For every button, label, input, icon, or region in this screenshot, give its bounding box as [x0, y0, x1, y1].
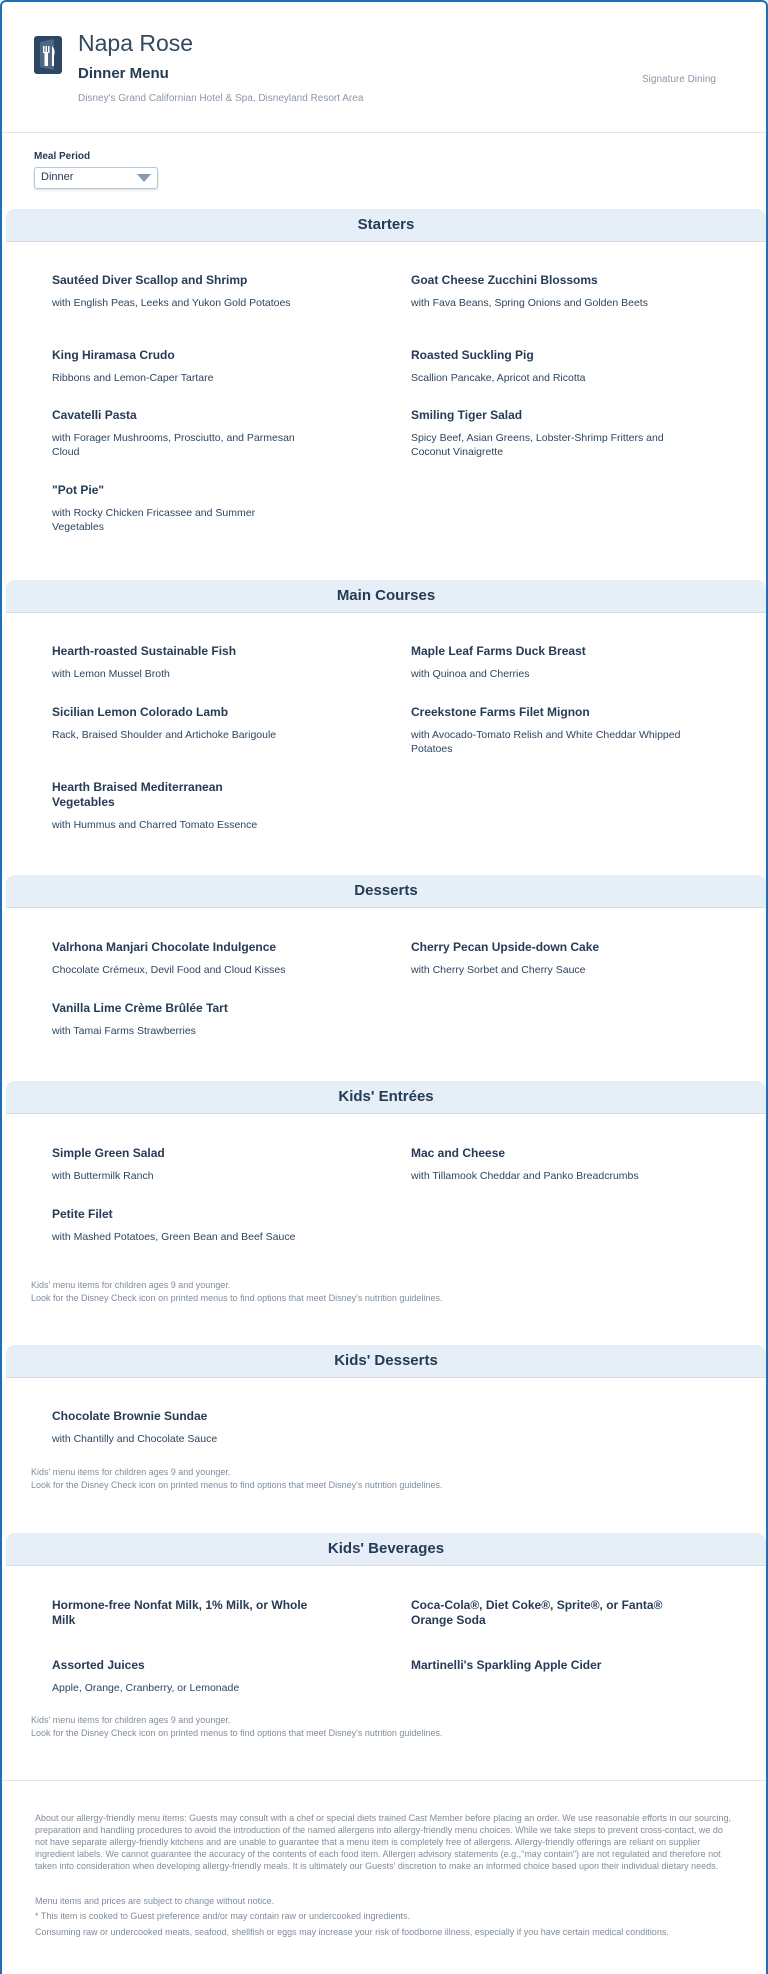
menu-item-description: with Lemon Mussel Broth [52, 668, 170, 680]
menu-item [52, 1207, 302, 1244]
disney-check-note: Look for the Disney Check icon on printed menus to find options that meet Disney's nutrition guidelines. [31, 1293, 443, 1303]
menu-item-description: Ribbons and Lemon-Caper Tartare [52, 372, 214, 384]
menu-item-name: Martinelli's Sparkling Apple Cider [411, 1658, 602, 1672]
menu-item-name: Vanilla Lime Crème Brûlée Tart [52, 1001, 228, 1015]
menu-item-name: Hearth Braised Mediterranean Vegetables [52, 780, 223, 809]
section-desserts [6, 875, 766, 908]
disney-check-note: Look for the Disney Check icon on printed menus to find options that meet Disney's nutrition guidelines. [31, 1480, 443, 1490]
restaurant-header [2, 2, 766, 133]
menu-item [411, 348, 661, 385]
menu-item-name: Creekstone Farms Filet Mignon [411, 705, 590, 719]
section-title: Kids' Entrées [6, 1081, 766, 1113]
meal-period-select[interactable] [34, 167, 158, 189]
menu-item-description: with Fava Beans, Spring Onions and Golden Beets [411, 297, 648, 309]
section-kids-beverages [6, 1533, 766, 1566]
menu-item [52, 408, 302, 459]
kids-age-note: Kids' menu items for children ages 9 and younger. [31, 1715, 231, 1725]
menu-item [411, 644, 661, 681]
menu-item [52, 483, 302, 534]
section-main-courses [6, 580, 766, 613]
menu-item-description: with Avocado-Tomato Relish and White Cheddar Whipped Potatoes [411, 729, 681, 755]
menu-item-description: Chocolate Crémeux, Devil Food and Cloud Kisses [52, 964, 286, 976]
menu-item-name: Roasted Suckling Pig [411, 348, 534, 362]
section-kids-entrees [6, 1081, 766, 1114]
menu-item-description: Spicy Beef, Asian Greens, Lobster-Shrimp Fritters and Coconut Vinaigrette [411, 432, 664, 458]
menu-item [52, 780, 282, 832]
kids-menu-note [31, 1279, 442, 1305]
menu-item-name: Chocolate Brownie Sundae [52, 1409, 208, 1423]
chevron-down-icon [137, 174, 151, 182]
menu-item-name: Mac and Cheese [411, 1146, 506, 1160]
section-title: Kids' Desserts [6, 1345, 766, 1377]
menu-item-name: Petite Filet [52, 1207, 113, 1221]
cooking-disclaimer: * This item is cooked to Guest preference and/or may contain raw or undercooked ingredients. [35, 1911, 411, 1921]
section-title: Starters [6, 209, 766, 241]
restaurant-location: Disney's Grand Californian Hotel & Spa, Disneyland Resort Area [78, 93, 364, 104]
menu-item-description: Apple, Orange, Cranberry, or Lemonade [52, 1682, 240, 1694]
menu-item-description: with Forager Mushrooms, Prosciutto, and Parmesan Cloud [52, 432, 295, 458]
menu-item [411, 1146, 691, 1183]
menu-item-description: with Hummus and Charred Tomato Essence [52, 819, 258, 831]
menu-item-description: with Mashed Potatoes, Green Bean and Beef Sauce [52, 1231, 296, 1243]
menu-item-name: Valrhona Manjari Chocolate Indulgence [52, 940, 277, 954]
menu-item [411, 1598, 671, 1628]
menu-item [52, 273, 302, 310]
menu-item [52, 644, 302, 681]
menu-item [52, 1658, 302, 1695]
menu-item-name: Goat Cheese Zucchini Blossoms [411, 273, 598, 287]
menu-item [52, 1409, 302, 1446]
menu-item-description: with Tillamook Cheddar and Panko Breadcrumbs [411, 1170, 639, 1182]
meal-period-selected-value: Dinner [41, 171, 74, 183]
kids-age-note: Kids' menu items for children ages 9 and younger. [31, 1280, 231, 1290]
menu-item-name: King Hiramasa Crudo [52, 348, 175, 362]
allergy-disclaimer: About our allergy-friendly menu items: Guests may consult with a chef or special diets trained Cast Member before placing an order. We use reasonable efforts in our sourcing, preparation and handling procedures to avoid the introduction of the named allergens into allergy-friendly menu choices. While we take steps to prevent cross-contact, we do not have separate allergy-friendly kitchens and are unable to guarantee that a menu item is completely free of allergens. Allergy-friendly offerings are reliant on supplier ingredient labels. We cannot guarantee the accuracy of the contents of each food item. Allergen advisory statements (e.g.,"may contain") are not regulated and therefore not taken into consideration when developing allergy-friendly meals. It is ultimately our Guests' discretion to make an informed choice based upon their individual dietary needs. [35, 1813, 732, 1871]
restaurant-name: Napa Rose [78, 30, 194, 56]
menu-item [52, 940, 342, 977]
menu-item-description: with Cherry Sorbet and Cherry Sauce [411, 964, 586, 976]
kids-menu-note [31, 1466, 442, 1492]
menu-item [411, 1658, 691, 1673]
menu-item [411, 273, 661, 310]
menu-item [411, 940, 661, 977]
menu-item [52, 348, 302, 385]
dining-category-badge: Signature Dining [642, 74, 716, 85]
menu-item-name: Simple Green Salad [52, 1146, 165, 1160]
menu-item [52, 1001, 302, 1038]
kids-age-note: Kids' menu items for children ages 9 and younger. [31, 1467, 231, 1477]
menu-item-name: Sautéed Diver Scallop and Shrimp [52, 273, 248, 287]
menu-item-name: Coca-Cola®, Diet Coke®, Sprite®, or Fanta® Orange Soda [411, 1598, 663, 1627]
menu-item-description: Scallion Pancake, Apricot and Ricotta [411, 372, 586, 384]
price-disclaimer: Menu items and prices are subject to change without notice. [35, 1896, 275, 1906]
menu-item-name: Cherry Pecan Upside-down Cake [411, 940, 600, 954]
section-title: Main Courses [6, 580, 766, 612]
section-title: Kids' Beverages [6, 1533, 766, 1565]
menu-item-name: Hormone-free Nonfat Milk, 1% Milk, or Whole Milk [52, 1598, 308, 1627]
menu-item [411, 705, 681, 756]
menu-item-name: Maple Leaf Farms Duck Breast [411, 644, 586, 658]
menu-item-name: Hearth-roasted Sustainable Fish [52, 644, 237, 658]
menu-item-name: "Pot Pie" [52, 483, 105, 497]
menu-item-description: with Chantilly and Chocolate Sauce [52, 1433, 218, 1445]
menu-title: Dinner Menu [78, 65, 169, 82]
foodborne-illness-warning: Consuming raw or undercooked meats, seafood, shellfish or eggs may increase your risk of foodborne illness, especially if you have certain medical conditions. [35, 1927, 669, 1937]
menu-item [52, 705, 302, 742]
section-title: Desserts [6, 875, 766, 907]
menu-item-description: with Rocky Chicken Fricassee and Summer Vegetables [52, 507, 256, 533]
meal-period-filter [34, 151, 158, 189]
menu-item-name: Assorted Juices [52, 1658, 145, 1672]
menu-item [52, 1146, 302, 1183]
menu-item [52, 1598, 312, 1628]
menu-item-description: with English Peas, Leeks and Yukon Gold Potatoes [52, 297, 291, 309]
meal-period-label: Meal Period [34, 151, 91, 162]
menu-item-name: Cavatelli Pasta [52, 408, 137, 422]
disney-check-note: Look for the Disney Check icon on printed menus to find options that meet Disney's nutrition guidelines. [31, 1728, 443, 1738]
menu-item-name: Smiling Tiger Salad [411, 408, 523, 422]
menu-item [411, 408, 681, 459]
kids-menu-note [31, 1714, 442, 1740]
menu-disclaimer-footer [2, 1780, 766, 1781]
menu-item-description: Rack, Braised Shoulder and Artichoke Barigoule [52, 729, 277, 741]
dining-logo-icon [34, 36, 62, 74]
menu-item-description: with Tamai Farms Strawberries [52, 1025, 196, 1037]
section-starters [6, 209, 766, 242]
section-kids-desserts [6, 1345, 766, 1378]
menu-item-name: Sicilian Lemon Colorado Lamb [52, 705, 229, 719]
menu-item-description: with Buttermilk Ranch [52, 1170, 154, 1182]
menu-item-description: with Quinoa and Cherries [411, 668, 530, 680]
